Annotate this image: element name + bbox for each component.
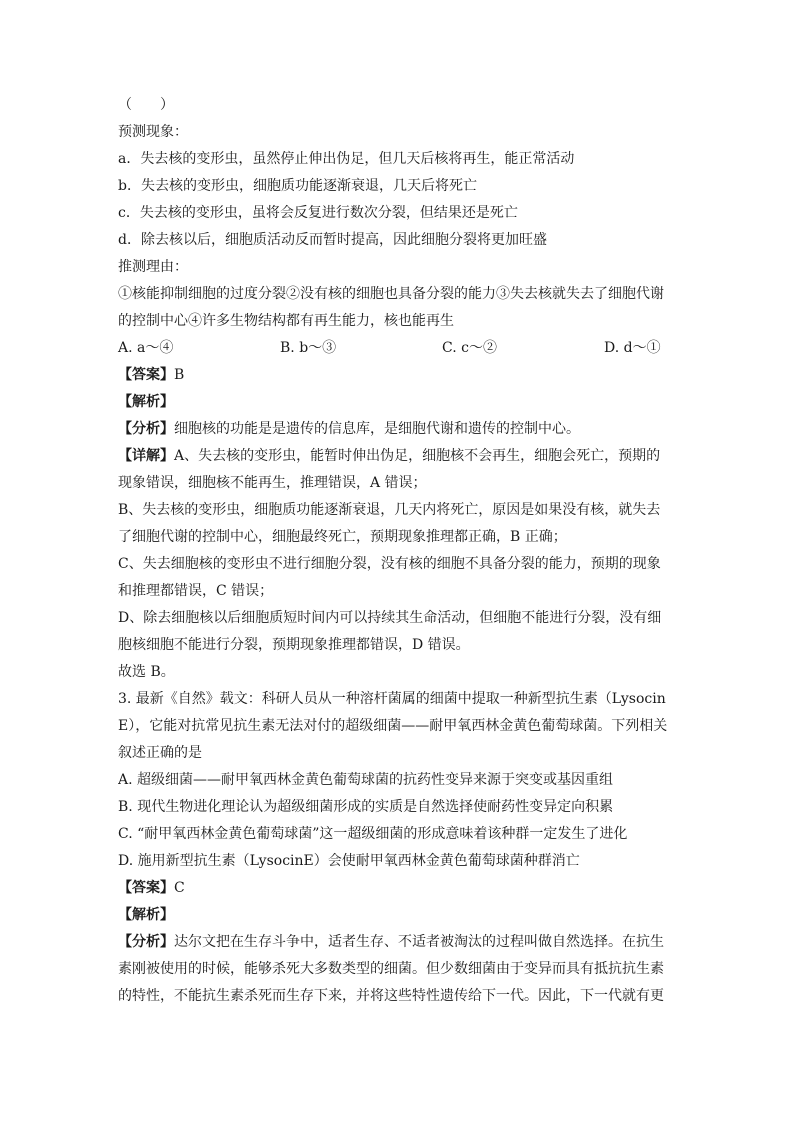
- q3-stem-line-2: E），它能对抗常见抗生素无法对付的超级细菌——耐甲氧西林金黄色葡萄球菌。下列相关: [118, 718, 668, 734]
- detail-line-1: [118, 443, 678, 470]
- q3-analysis-tag: 【分析】: [118, 934, 174, 950]
- detail-line-4: 了细胞代谢的控制中心，细胞最终死亡，预期现象推理都正确，B 正确；: [118, 529, 567, 545]
- predict-label: 预测现象：: [118, 124, 188, 140]
- reasons-line-1: ①核能抑制细胞的过度分裂②没有核的细胞也具备分裂的能力③失去核就失去了细胞代谢: [118, 286, 664, 302]
- conclusion: 故选 B。: [118, 664, 175, 680]
- q3-option-c: C. “耐甲氧西林金黄色葡萄球菌”这一超级细菌的形成意味着该种群一定发生了进化: [118, 826, 628, 842]
- option-a: A. a～④: [118, 340, 174, 356]
- detail-line-3: B、失去核的变形虫，细胞质功能逐渐衰退，几天内将死亡，原因是如果没有核，就失去: [118, 502, 661, 518]
- detail-tag: 【详解】: [118, 448, 174, 464]
- question-paren: （ ）: [118, 97, 174, 113]
- answer-tag: 【答案】: [118, 367, 174, 383]
- analysis-tag: 【分析】: [118, 421, 174, 437]
- prediction-b: b．失去核的变形虫，细胞质功能逐渐衰退，几天后将死亡: [118, 178, 477, 194]
- answer-options: [118, 335, 678, 362]
- answer-value: B: [174, 367, 185, 383]
- q3-analysis-line-2: 素刚被使用的时候，能够杀死大多数类型的细菌。但少数细菌由于变异而具有抵抗抗生素: [118, 961, 664, 977]
- q3-option-b: B. 现代生物进化理论认为超级细菌形成的实质是自然选择使耐药性变异定向积累: [118, 799, 614, 815]
- q3-stem-line-1: 3. 最新《自然》载文：科研人员从一种溶杆菌属的细菌中提取一种新型抗生素（Lysocin: [118, 691, 666, 707]
- prediction-a: a．失去核的变形虫，虽然停止伸出伪足，但几天后核将再生，能正常活动: [118, 151, 575, 167]
- detail-text-1: A、失去核的变形虫，能暂时伸出伪足，细胞核不会再生，细胞会死亡，预期的: [174, 448, 661, 464]
- detail-line-5: C、失去细胞核的变形虫不进行细胞分裂，没有核的细胞不具备分裂的能力，预期的现象: [118, 556, 661, 572]
- q3-answer-line: [118, 875, 678, 902]
- detail-line-7: D、除去细胞核以后细胞质短时间内可以持续其生命活动，但细胞不能进行分裂，没有细: [118, 610, 662, 626]
- analysis-text: 细胞核的功能是是遗传的信息库，是细胞代谢和遗传的控制中心。: [174, 421, 580, 437]
- q3-analysis-text-1: 达尔文把在生存斗争中，适者生存、不适者被淘汰的过程叫做自然选择。在抗生: [174, 934, 664, 950]
- document-page: [118, 92, 678, 1010]
- q3-analysis-line-3: 的特性，不能抗生素杀死而生存下来，并将这些特性遗传给下一代。因此，下一代就有更: [118, 988, 664, 1004]
- q3-option-a: A. 超级细菌——耐甲氧西林金黄色葡萄球菌的抗药性变异来源于突变或基因重组: [118, 772, 614, 788]
- q3-explain-tag: 【解析】: [118, 907, 174, 923]
- q3-analysis-line-1: [118, 929, 678, 956]
- q3-answer-value: C: [174, 880, 185, 896]
- q3-stem-line-3: 叙述正确的是: [118, 745, 202, 761]
- reasons-line-2: 的控制中心④许多生物结构都有再生能力，核也能再生: [118, 313, 454, 329]
- analysis-line: [118, 416, 678, 443]
- answer-line: [118, 362, 678, 389]
- prediction-c: c．失去核的变形虫，虽将会反复进行数次分裂，但结果还是死亡: [118, 205, 518, 221]
- q3-option-d: D. 施用新型抗生素（LysocinE）会使耐甲氧西林金黄色葡萄球菌种群消亡: [118, 853, 580, 869]
- detail-line-2: 现象错误，细胞核不能再生，推理错误，A 错误；: [118, 475, 427, 491]
- explain-tag: 【解析】: [118, 394, 174, 410]
- detail-line-8: 胞核细胞不能进行分裂，预期现象推理都错误，D 错误。: [118, 637, 470, 653]
- detail-line-6: 和推理都错误，C 错误；: [118, 583, 274, 599]
- option-d: D. d～①: [604, 340, 661, 356]
- prediction-d: d．除去核以后，细胞质活动反而暂时提高，因此细胞分裂将更加旺盛: [118, 232, 547, 248]
- reason-label: 推测理由：: [118, 259, 188, 275]
- option-c: C. c～②: [442, 340, 497, 356]
- option-b: B. b～③: [280, 340, 337, 356]
- q3-answer-tag: 【答案】: [118, 880, 174, 896]
